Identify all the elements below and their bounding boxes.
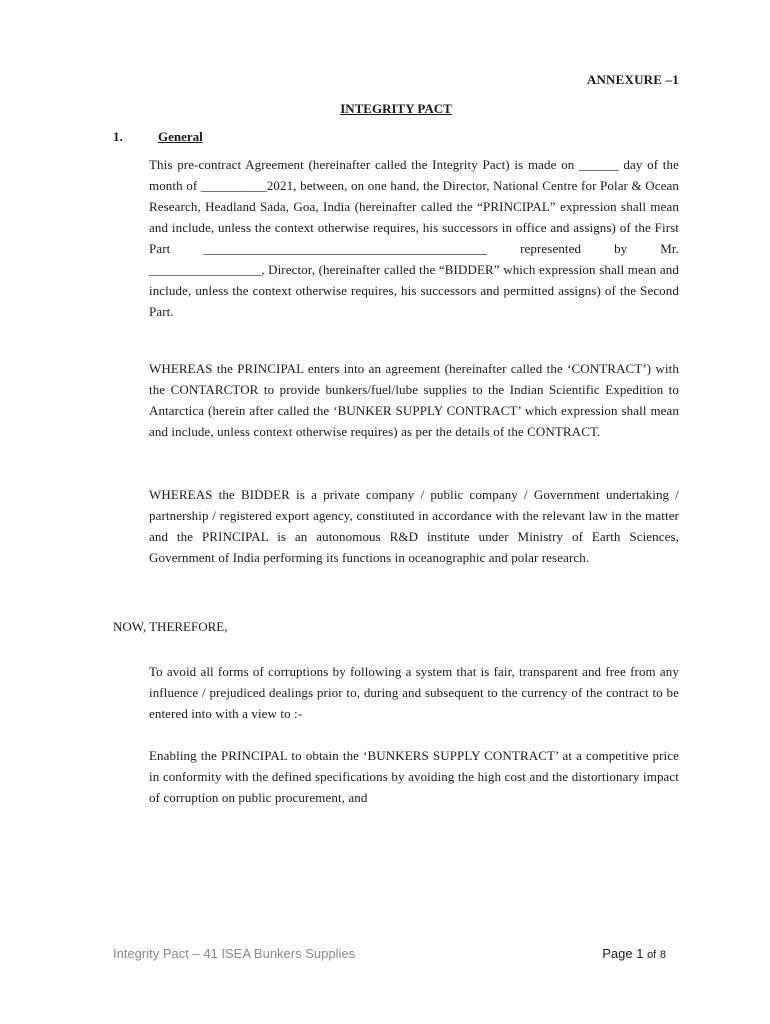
total-pages: 8 xyxy=(659,949,666,961)
page-label: Page xyxy=(602,946,633,961)
footer-page-indicator xyxy=(602,946,666,961)
paragraph-whereas-bidder: WHEREAS the BIDDER is a private company / public company / Government undertaking / partnership / registered export agency, constituted in accordance with the relevant law in the matter and the PRINCIPAL is an autonomous R&D institute under Ministry of Earth Sciences, Government of India performing its functions in oceanographic and polar research. xyxy=(149,487,679,565)
annexure-label: ANNEXURE –1 xyxy=(586,72,679,87)
of-label: of xyxy=(647,949,657,961)
paragraph-whereas-principal: WHEREAS the PRINCIPAL enters into an agreement (hereinafter called the ‘CONTRACT’) with the CONTARCTOR to provide bunkers/fuel/lube supplies to the Indian Scientific Expedition to Antarctica (herein after called the ‘BUNKER SUPPLY CONTRACT’ which expression shall mean and include, unless context otherwise requires) as per the details of the CONTRACT. xyxy=(149,361,679,439)
paragraph-enabling-principal: Enabling the PRINCIPAL to obtain the ‘BUNKERS SUPPLY CONTRACT’ at a competitive price in conformity with the defined specifications by avoiding the high cost and the distortionary impact of corruption on public procurement, and xyxy=(149,748,679,805)
now-therefore-heading: NOW, THEREFORE, xyxy=(113,619,228,634)
page-number: 1 xyxy=(636,946,644,961)
footer-document-name: Integrity Pact – 41 ISEA Bunkers Supplies xyxy=(113,946,356,961)
paragraph-agreement-intro: This pre-contract Agreement (hereinafter called the Integrity Pact) is made on ______ day of the month of __________2021, between, on one hand, the Director, National Centre for Polar & Ocean Research, Headland Sada, Goa, India (hereinafter called the “PRINCIPAL” expression shall mean and include, unless the context otherwise requires, his successors in office and assigns) of the First Part ___________________________________________ represented by Mr. _________________, Director, (hereinafter called the “BIDDER” which expression shall mean and include, unless the context otherwise requires, his successors and permitted assigns) of the Second Part. xyxy=(149,157,679,319)
paragraph-avoid-corruption: To avoid all forms of corruptions by following a system that is fair, transparent and free from any influence / prejudiced dealings prior to, during and subsequent to the currency of the contract to be entered into with a view to :- xyxy=(149,664,679,721)
page-title: INTEGRITY PACT xyxy=(340,101,452,116)
section-heading xyxy=(113,129,203,145)
section-number: 1. xyxy=(113,129,123,144)
section-label: General xyxy=(158,129,203,144)
